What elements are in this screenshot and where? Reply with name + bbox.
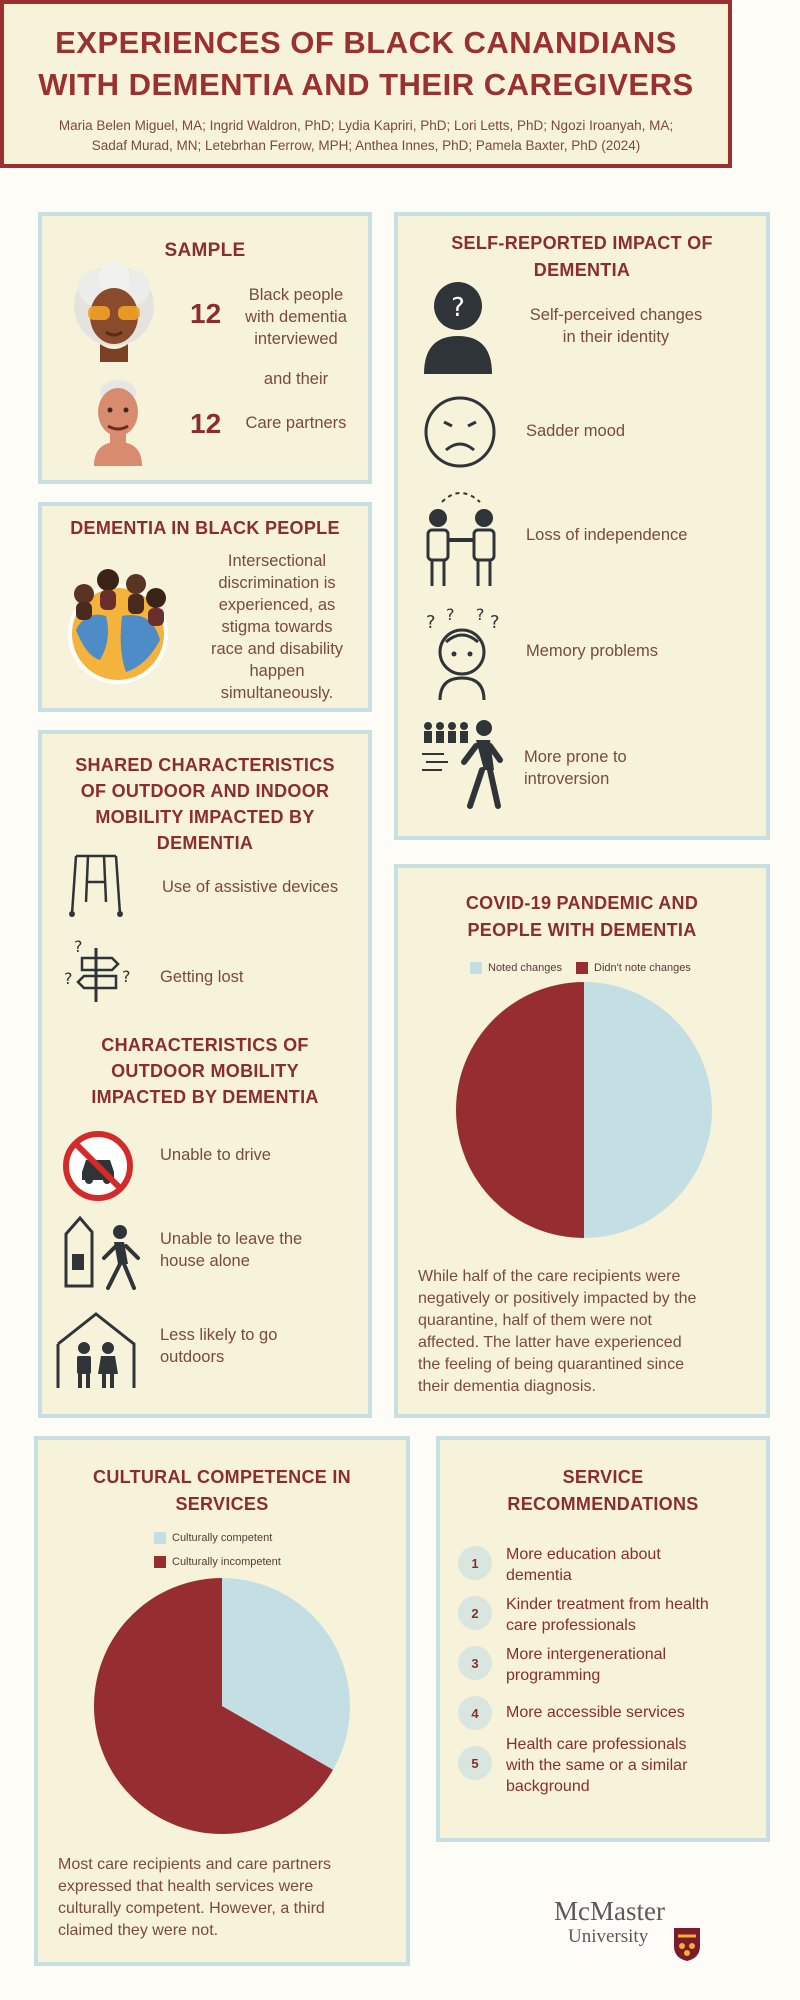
impact-item-mood: Sadder mood — [526, 422, 626, 440]
recommendations-title — [440, 1464, 766, 1518]
rec-line-1: Kinder treatment from health — [506, 1596, 709, 1613]
recommendation-number: 2 — [458, 1596, 492, 1630]
crest-icon — [672, 1926, 702, 1962]
rec-line-2: care professionals — [506, 1617, 636, 1634]
svg-text:?: ? — [64, 969, 73, 988]
dementia-black-title: DEMENTIA IN BLACK PEOPLE — [70, 518, 340, 538]
svg-text:?: ? — [490, 612, 500, 633]
recommendation-text — [506, 1594, 756, 1636]
item-line-2: in their identity — [562, 328, 670, 346]
recommendation-item — [458, 1594, 756, 1636]
rec-line-2: programming — [506, 1667, 601, 1684]
title-line-1: EXPERIENCES OF BLACK CANANDIANS — [55, 25, 677, 60]
no-driving-icon — [62, 1130, 134, 1202]
recommendation-text — [506, 1544, 756, 1586]
title-line-2: DEMENTIA — [533, 260, 631, 280]
legend-swatch-incompetent — [154, 1556, 166, 1568]
recommendation-item — [458, 1544, 756, 1586]
people-indoors-icon — [54, 1310, 138, 1390]
shared-item-lost: Getting lost — [160, 968, 244, 986]
recommendation-number: 3 — [458, 1646, 492, 1680]
rec-line-1: Health care professionals — [506, 1736, 687, 1753]
title-line-1: SERVICE — [562, 1467, 644, 1487]
item-line-1: Self-perceived changes — [529, 306, 703, 324]
item-line-2: outdoors — [160, 1348, 225, 1366]
recommendation-item — [458, 1644, 756, 1686]
sad-face-icon — [422, 394, 498, 470]
title-line-2: PEOPLE WITH DEMENTIA — [467, 920, 697, 940]
impact-item-independence: Loss of independence — [526, 526, 688, 544]
text-line: quarantine, half of them were not — [418, 1312, 652, 1329]
people-line-1: Black people — [248, 286, 344, 304]
text-line: Intersectional — [227, 552, 327, 570]
covid-pie-slice-noted-changes — [584, 982, 712, 1238]
legend-swatch-noted — [470, 962, 482, 974]
recommendation-item — [458, 1694, 756, 1730]
text-line: stigma towards — [221, 618, 333, 636]
sample-title: SAMPLE — [164, 240, 246, 261]
mobility-panel — [38, 730, 372, 1418]
helping-hand-icon — [420, 488, 502, 588]
rec-line-1: More accessible services — [506, 1704, 685, 1721]
svg-text:?: ? — [426, 612, 436, 633]
item-line-1: More prone to — [524, 748, 627, 766]
rec-line-2: with the same or a similar — [506, 1757, 688, 1774]
cultural-description — [58, 1854, 398, 1942]
legend-label-incompetent: Culturally incompetent — [172, 1556, 281, 1568]
text-line: simultaneously. — [220, 684, 334, 702]
sample-panel — [38, 212, 372, 484]
recommendation-text — [506, 1734, 756, 1797]
logo-text-university: University — [568, 1926, 649, 1947]
title-line: MOBILITY IMPACTED BY — [95, 807, 315, 827]
confused-person-icon — [420, 606, 504, 702]
text-line: discrimination is — [218, 574, 336, 592]
cultural-pie-chart — [90, 1574, 354, 1838]
elderly-man-icon — [86, 374, 150, 466]
title-line-1: SELF-REPORTED IMPACT OF — [451, 233, 713, 253]
outdoor-mobility-title — [42, 1032, 368, 1110]
rec-line-2: dementia — [506, 1567, 572, 1584]
connector-text: and their — [263, 370, 329, 388]
page-title — [4, 22, 728, 106]
title-line-2: WITH DEMENTIA AND THEIR CAREGIVERS — [38, 67, 694, 102]
legend-label-noted: Noted changes — [488, 962, 562, 974]
recommendation-number: 1 — [458, 1546, 492, 1580]
authors — [4, 116, 728, 156]
legend-swatch-competent — [154, 1532, 166, 1544]
rec-line-1: More education about — [506, 1546, 661, 1563]
title-line-1: CULTURAL COMPETENCE IN — [93, 1467, 351, 1487]
text-line: the feeling of being quarantined since — [418, 1356, 684, 1373]
leaving-house-icon — [62, 1214, 142, 1292]
shared-mobility-title — [42, 752, 368, 856]
covid-description — [418, 1266, 758, 1398]
title-line-1: COVID-19 PANDEMIC AND — [465, 893, 699, 913]
impact-item-identity — [516, 304, 716, 348]
people-line-3: interviewed — [254, 330, 338, 348]
text-line: affected. The latter have experienced — [418, 1334, 682, 1351]
logo-text-mcmaster: McMaster — [554, 1896, 665, 1926]
item-line-1: Unable to leave the — [160, 1230, 303, 1248]
authors-line-2: Sadaf Murad, MN; Letebrhan Ferrow, MPH; Anthea Innes, PhD; Pamela Baxter, PhD (2024) — [91, 138, 641, 153]
title-line: DEMENTIA — [156, 833, 254, 853]
outdoor-item-go-outdoors — [160, 1324, 360, 1368]
self-reported-title — [398, 230, 766, 284]
outdoor-item-drive: Unable to drive — [160, 1146, 271, 1164]
covid-pie-chart — [452, 978, 716, 1242]
legend-label-competent: Culturally competent — [172, 1532, 273, 1544]
covid-pie-slice-didn-t-note-changes — [456, 982, 584, 1238]
people-line-2: with dementia — [245, 308, 347, 326]
recommendations-panel — [436, 1436, 770, 1842]
impact-item-memory: Memory problems — [526, 642, 659, 660]
svg-text:?: ? — [74, 937, 83, 956]
cultural-title — [38, 1464, 406, 1518]
rec-line-3: background — [506, 1778, 590, 1795]
text-line: negatively or positively impacted by the — [418, 1290, 697, 1307]
text-line: Most care recipients and care partners — [58, 1856, 332, 1873]
globe-people-icon — [56, 560, 180, 684]
svg-text:?: ? — [122, 967, 131, 986]
header-banner — [0, 0, 732, 168]
recommendation-item — [458, 1734, 756, 1797]
shared-item-assistive: Use of assistive devices — [162, 878, 339, 896]
recommendation-text — [506, 1644, 756, 1686]
item-line-2: house alone — [160, 1252, 250, 1270]
recommendation-text — [506, 1702, 756, 1723]
title-line-2: SERVICES — [175, 1494, 269, 1514]
rec-line-1: More intergenerational — [506, 1646, 667, 1663]
people-description — [226, 284, 366, 350]
legend-swatch-not-noted — [576, 962, 588, 974]
title-line: IMPACTED BY DEMENTIA — [91, 1087, 319, 1107]
elderly-woman-icon — [66, 258, 162, 362]
text-line: claimed they were not. — [58, 1922, 219, 1939]
impact-item-introversion — [524, 746, 744, 790]
text-line: culturally competent. However, a third — [58, 1900, 325, 1917]
text-line: While half of the care recipients were — [418, 1268, 681, 1285]
people-count: 12 — [190, 298, 222, 329]
title-line: OF OUTDOOR AND INDOOR — [80, 781, 330, 801]
covid-legend — [470, 962, 691, 974]
title-line: CHARACTERISTICS OF — [101, 1035, 309, 1055]
self-reported-panel — [394, 212, 770, 840]
text-line: happen — [249, 662, 305, 680]
recommendation-number: 4 — [458, 1696, 492, 1730]
dementia-black-panel — [38, 502, 372, 712]
authors-line-1: Maria Belen Miguel, MA; Ingrid Waldron, PhD; Lydia Kapriri, PhD; Lori Letts, PhD; Ngozi Iroanyah, MA; — [58, 118, 674, 133]
partners-label: Care partners — [245, 414, 347, 432]
recommendation-number: 5 — [458, 1746, 492, 1780]
partners-count: 12 — [190, 408, 222, 439]
cultural-legend-competent — [154, 1532, 272, 1544]
covid-title — [398, 890, 766, 944]
item-line-1: Less likely to go — [160, 1326, 278, 1344]
title-line: SHARED CHARACTERISTICS — [75, 755, 335, 775]
title-line-2: RECOMMENDATIONS — [507, 1494, 699, 1514]
cultural-legend-incompetent — [154, 1556, 281, 1568]
legend-label-not-noted: Didn't note changes — [594, 962, 691, 974]
university-logo — [550, 1896, 730, 1968]
dementia-black-text — [192, 550, 362, 704]
svg-text:?: ? — [451, 293, 465, 323]
text-line: expressed that health services were — [58, 1878, 314, 1895]
person-question-icon — [420, 278, 496, 374]
outdoor-item-leave-house — [160, 1228, 360, 1272]
text-line: experienced, as — [218, 596, 336, 614]
walker-icon — [66, 852, 126, 918]
covid-panel — [394, 864, 770, 1418]
item-line-2: introversion — [524, 770, 610, 788]
text-line: their dementia diagnosis. — [418, 1378, 596, 1395]
text-line: race and disability — [210, 640, 344, 658]
svg-text:?: ? — [476, 606, 485, 624]
cultural-panel — [34, 1436, 410, 1966]
walking-away-icon — [420, 718, 510, 810]
svg-text:?: ? — [446, 606, 455, 624]
signpost-question-icon — [64, 936, 134, 1004]
title-line: OUTDOOR MOBILITY — [111, 1061, 299, 1081]
